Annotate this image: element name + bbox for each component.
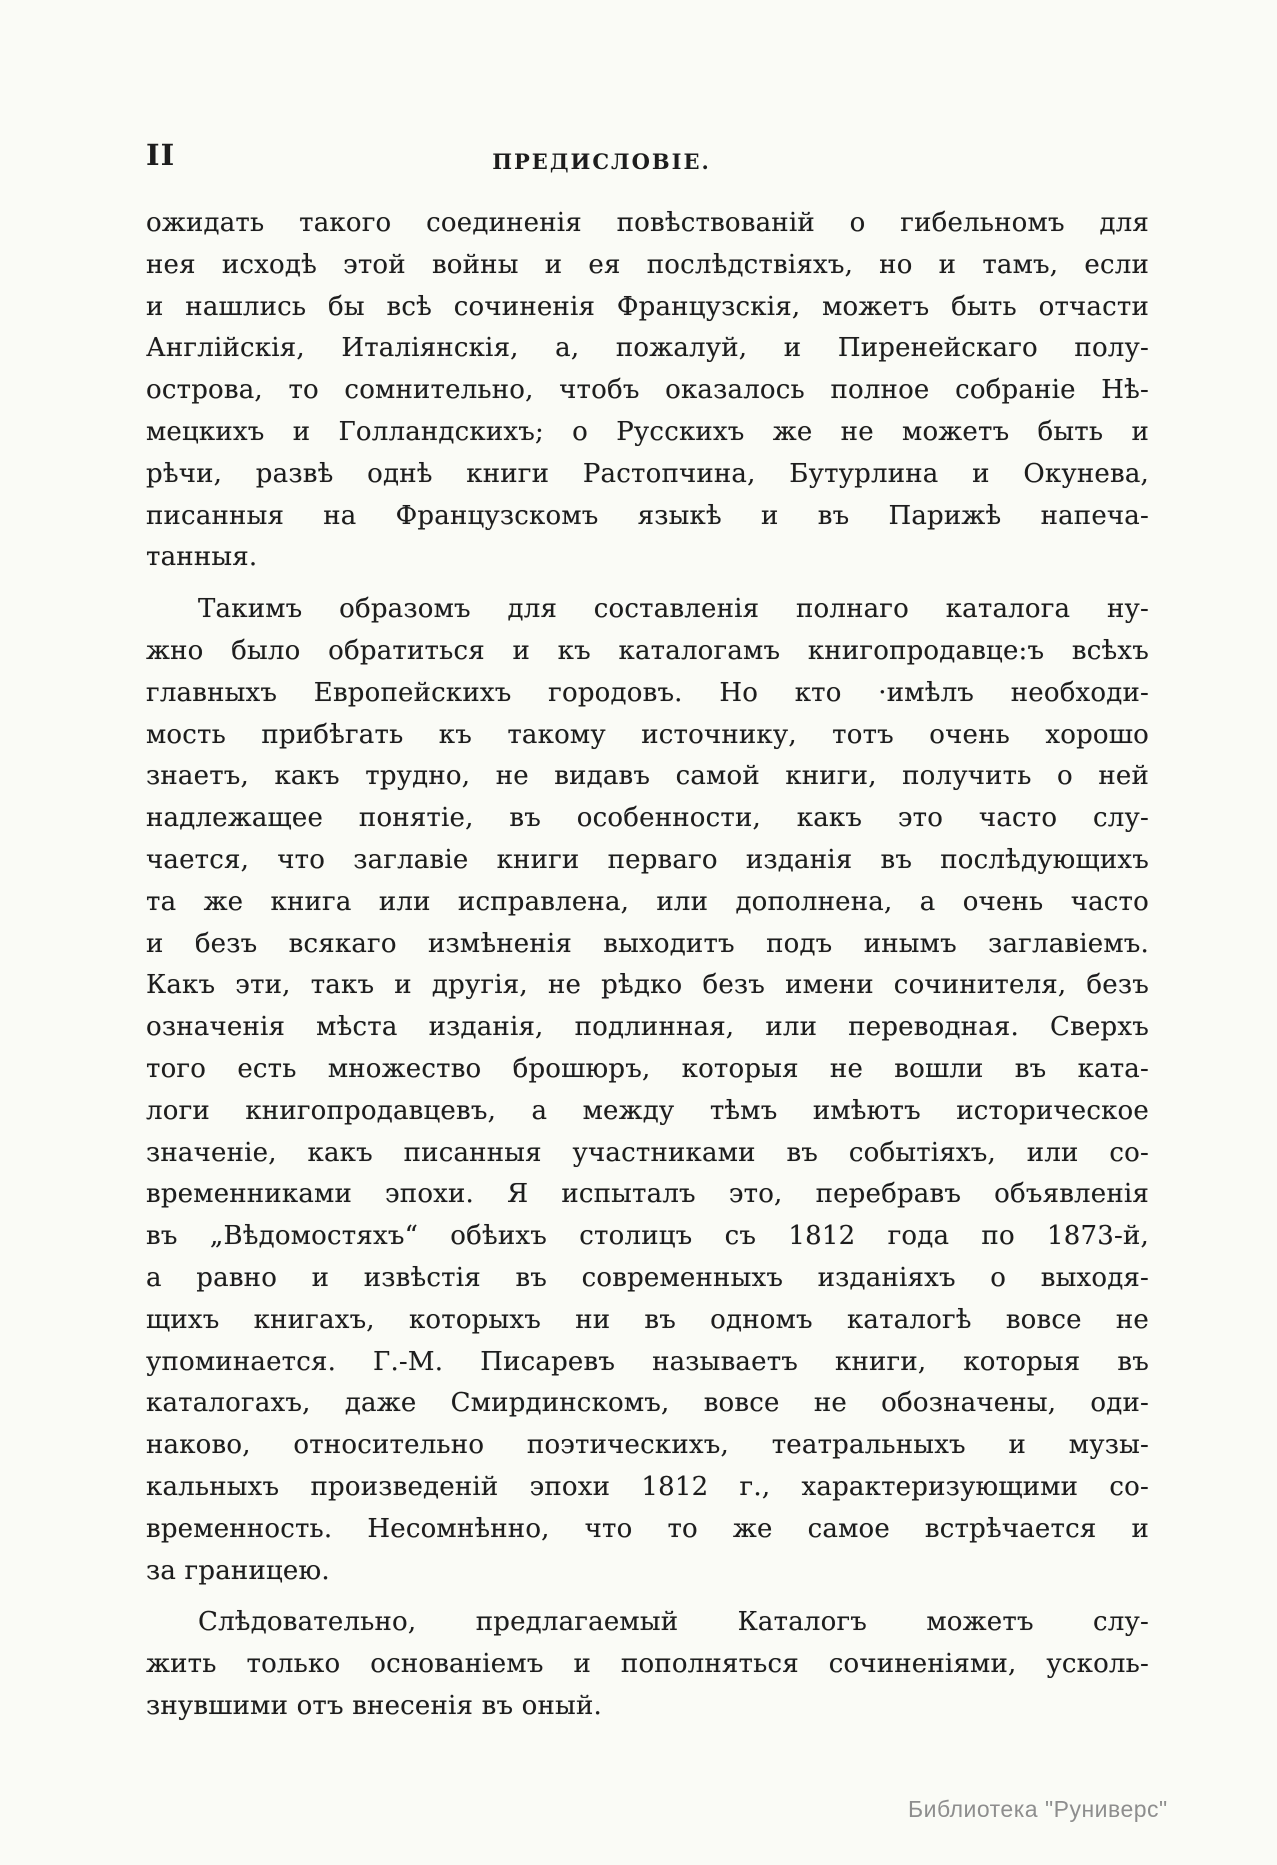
running-head-title: ПРЕДИСЛОВІЕ. xyxy=(492,149,711,174)
text-line: та же книга или исправлена, или дополнена, а очень часто xyxy=(146,886,1149,917)
text-line: танныя. xyxy=(146,542,258,573)
text-line: за границею. xyxy=(146,1555,330,1586)
text-line: чается, что заглавіе книги перваго изданія въ послѣдующихъ xyxy=(146,844,1149,875)
text-line: мость прибѣгать къ такому источнику, тотъ очень хорошо xyxy=(146,719,1149,750)
text-line: временниками эпохи. Я испыталъ это, перебравъ объявленія xyxy=(146,1179,1149,1210)
text-line: и нашлись бы всѣ сочиненія Французскія, можетъ быть отчасти xyxy=(146,291,1149,322)
text-line: Англійскія, Италіянскія, а, пожалуй, и Пиренейскаго полу- xyxy=(146,333,1149,364)
text-line: знувшими отъ внесенія въ оный. xyxy=(146,1690,602,1721)
text-line: наково, относительно поэтическихъ, театральныхъ и музы- xyxy=(146,1430,1149,1461)
text-line: Такимъ образомъ для составленія полнаго каталога ну- xyxy=(198,594,1149,625)
text-line: Слѣдовательно, предлагаемый Каталогъ можетъ слу- xyxy=(198,1607,1149,1638)
text-line: временность. Несомнѣнно, что то же самое встрѣчается и xyxy=(146,1513,1149,1544)
text-line: мецкихъ и Голландскихъ; о Русскихъ же не можетъ быть и xyxy=(146,416,1149,447)
text-line: жить только основаніемъ и пополняться сочиненіями, усколь- xyxy=(146,1649,1149,1680)
paragraph xyxy=(146,589,1149,1592)
text-line: означенія мѣста изданія, подлинная, или переводная. Сверхъ xyxy=(146,1012,1149,1043)
text-line: значеніе, какъ писанныя участниками въ событіяхъ, или со- xyxy=(146,1137,1149,1168)
text-line: щихъ книгахъ, которыхъ ни въ одномъ каталогѣ вовсе не xyxy=(146,1304,1149,1335)
text-line: того есть множество брошюръ, которыя не вошли въ ката- xyxy=(146,1053,1149,1084)
library-watermark: Библиотека "Руниверс" xyxy=(908,1796,1168,1822)
text-line: главныхъ Европейскихъ городовъ. Но кто ·имѣлъ необходи- xyxy=(146,677,1149,708)
text-line: жно было обратиться и къ каталогамъ книгопродавце:ъ всѣхъ xyxy=(146,635,1149,666)
text-line: писанныя на Французскомъ языкѣ и въ Парижѣ напеча- xyxy=(146,500,1149,531)
text-line: надлежащее понятіе, въ особенности, какъ это часто слу- xyxy=(146,803,1149,834)
body-text xyxy=(146,203,1149,1728)
text-line: ожидать такого соединенія повѣствованій о гибельномъ для xyxy=(146,208,1149,238)
text-line: въ „Вѣдомостяхъ“ обѣихъ столицъ съ 1812 года по 1873-й, xyxy=(146,1221,1149,1252)
text-line: логи книгопродавцевъ, а между тѣмъ имѣютъ историческое xyxy=(146,1095,1149,1126)
page-number: II xyxy=(146,138,176,172)
paragraph xyxy=(146,1602,1149,1727)
text-line: а равно и извѣстія въ современныхъ изданіяхъ о выходя- xyxy=(146,1262,1149,1293)
text-line: упоминается. Г.-М. Писаревъ называетъ книги, которыя въ xyxy=(146,1346,1149,1377)
text-line: и безъ всякаго измѣненія выходитъ подъ инымъ заглавіемъ. xyxy=(146,928,1149,959)
text-line: рѣчи, развѣ однѣ книги Растопчина, Бутурлина и Окунева, xyxy=(146,458,1149,489)
text-line: острова, то сомнительно, чтобъ оказалось полное собраніе Нѣ- xyxy=(146,375,1149,406)
text-line: каталогахъ, даже Смирдинскомъ, вовсе не обозначены, оди- xyxy=(146,1388,1149,1419)
paragraph xyxy=(146,203,1149,579)
text-line: Какъ эти, такъ и другія, не рѣдко безъ имени сочинителя, безъ xyxy=(146,970,1149,1001)
text-line: кальныхъ произведеній эпохи 1812 г., характеризующими со- xyxy=(146,1471,1149,1502)
text-line: нея исходѣ этой войны и ея послѣдствіяхъ, но и тамъ, если xyxy=(146,249,1149,280)
text-line: знаетъ, какъ трудно, не видавъ самой книги, получить о ней xyxy=(146,761,1149,792)
